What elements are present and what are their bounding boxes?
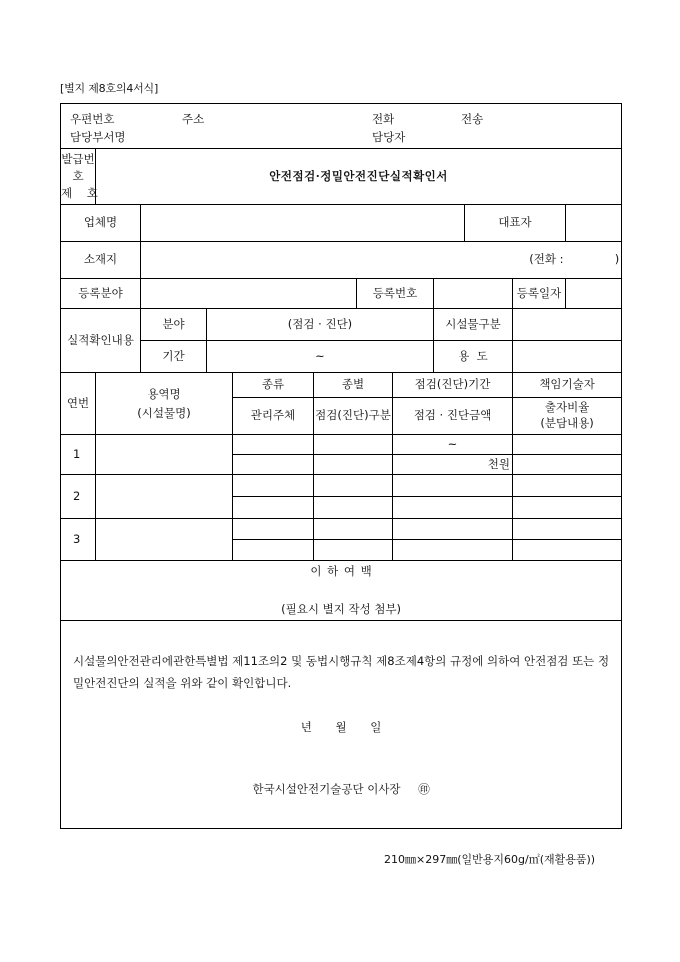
issue-number-cell bbox=[61, 149, 96, 205]
period-header: 점검(진단)기간 bbox=[393, 373, 513, 398]
ratio-header bbox=[513, 398, 622, 435]
ratio-cell[interactable] bbox=[513, 497, 622, 519]
facility-type-value[interactable] bbox=[513, 309, 622, 341]
kind-header: 종류 bbox=[233, 373, 314, 398]
form-title: 안전점검·정밀안전진단실적확인서 bbox=[96, 149, 622, 205]
service-sub-label: (시설물명) bbox=[137, 405, 191, 420]
kind-cell[interactable] bbox=[233, 475, 314, 497]
engineer-cell[interactable] bbox=[513, 519, 622, 540]
service-name-label: 용역명 bbox=[147, 387, 181, 402]
phone-label: 전화 bbox=[372, 112, 395, 126]
signature-line bbox=[61, 779, 621, 801]
usage-label: 용 도 bbox=[434, 341, 513, 373]
certificate-form bbox=[60, 103, 622, 829]
confirm-period-value[interactable]: ~ bbox=[207, 341, 434, 373]
ratio-sub-label: (분담내용) bbox=[540, 416, 594, 430]
issue-no-label: 제 호 bbox=[61, 186, 98, 201]
period-cell[interactable] bbox=[393, 475, 513, 497]
amount-cell[interactable]: 천원 bbox=[393, 455, 513, 475]
address-label: 주소 bbox=[182, 112, 205, 126]
person-label: 담당자 bbox=[372, 130, 406, 144]
paper-spec: 210㎜×297㎜(일반용지60g/㎡(재활용품)) bbox=[384, 853, 596, 866]
table-row bbox=[61, 435, 622, 455]
engineer-header: 책임기술자 bbox=[513, 373, 622, 398]
period-cell[interactable]: ~ bbox=[393, 435, 513, 455]
grade-cell[interactable] bbox=[314, 519, 393, 540]
table-row bbox=[61, 519, 622, 540]
seal-mark: ㊞ bbox=[418, 782, 430, 796]
grade-type-cell[interactable] bbox=[314, 540, 393, 561]
engineer-cell[interactable] bbox=[513, 435, 622, 455]
grade-cell[interactable] bbox=[314, 435, 393, 455]
ceo-value[interactable] bbox=[566, 205, 622, 242]
ratio-cell[interactable] bbox=[513, 455, 622, 475]
company-label: 업체명 bbox=[61, 205, 141, 242]
service-name-cell[interactable] bbox=[96, 519, 233, 561]
location-label: 소재지 bbox=[61, 242, 141, 279]
location-phone[interactable]: (전화 : ) bbox=[141, 242, 622, 279]
contact-header bbox=[61, 104, 622, 149]
grade-sub-header: 점검(진단)구분 bbox=[314, 398, 393, 435]
service-name-header bbox=[96, 373, 233, 435]
amount-cell[interactable] bbox=[393, 497, 513, 519]
ratio-cell[interactable] bbox=[513, 540, 622, 561]
grade-cell[interactable] bbox=[314, 475, 393, 497]
reg-no-value[interactable] bbox=[434, 279, 513, 309]
reg-field-label: 등록분야 bbox=[61, 279, 141, 309]
period-cell[interactable] bbox=[393, 519, 513, 540]
date-line: 년 월 일 bbox=[300, 720, 382, 734]
table-row bbox=[61, 475, 622, 497]
grade-header: 종별 bbox=[314, 373, 393, 398]
fax-label: 전송 bbox=[461, 112, 484, 126]
zip-label: 우편번호 bbox=[70, 112, 115, 126]
usage-value[interactable] bbox=[513, 341, 622, 373]
reg-no-label: 등록번호 bbox=[357, 279, 434, 309]
kind-sub-header: 관리주체 bbox=[233, 398, 314, 435]
row-number: 1 bbox=[61, 435, 96, 475]
service-name-cell[interactable] bbox=[96, 435, 233, 475]
blank-note: 이 하 여 백 bbox=[310, 564, 372, 578]
owner-cell[interactable] bbox=[233, 455, 314, 475]
issue-number-label: 발급번호 bbox=[61, 151, 95, 183]
attach-note: (필요시 별지 작성 첨부) bbox=[281, 602, 402, 617]
confirm-field-value[interactable]: (점검 · 진단) bbox=[207, 309, 434, 341]
grade-type-cell[interactable] bbox=[314, 497, 393, 519]
kind-cell[interactable] bbox=[233, 519, 314, 540]
kind-cell[interactable] bbox=[233, 435, 314, 455]
ratio-label: 출자비율 bbox=[544, 400, 590, 415]
confirm-field-label: 분야 bbox=[141, 309, 207, 341]
serial-header: 연번 bbox=[61, 373, 96, 435]
confirm-label: 실적확인내용 bbox=[61, 309, 141, 373]
grade-type-cell[interactable] bbox=[314, 455, 393, 475]
row-number: 2 bbox=[61, 475, 96, 519]
signer-name: 한국시설안전기술공단 이사장 bbox=[252, 782, 401, 796]
dept-label: 담당부서명 bbox=[70, 130, 126, 144]
facility-type-label: 시설물구분 bbox=[434, 309, 513, 341]
company-value[interactable] bbox=[141, 205, 465, 242]
reg-date-value[interactable] bbox=[566, 279, 622, 309]
statement-text: 시설물의안전관리에관한특별법 제11조의2 및 동법시행규칙 제8조제4항의 규정에 의하여 안전점검 또는 정밀안전진단의 실적을 위와 같이 확인합니다. bbox=[73, 654, 610, 690]
amount-cell[interactable] bbox=[393, 540, 513, 561]
blank-note-cell bbox=[61, 561, 622, 621]
reg-field-value[interactable] bbox=[141, 279, 357, 309]
service-name-cell[interactable] bbox=[96, 475, 233, 519]
form-id: [별지 제8호의4서식] bbox=[60, 82, 159, 95]
engineer-cell[interactable] bbox=[513, 475, 622, 497]
statement-cell bbox=[61, 621, 622, 829]
ceo-label: 대표자 bbox=[465, 205, 566, 242]
reg-date-label: 등록일자 bbox=[513, 279, 566, 309]
owner-cell[interactable] bbox=[233, 540, 314, 561]
confirm-period-label: 기간 bbox=[141, 341, 207, 373]
owner-cell[interactable] bbox=[233, 497, 314, 519]
row-number: 3 bbox=[61, 519, 96, 561]
period-sub-header: 점검 · 진단금액 bbox=[393, 398, 513, 435]
